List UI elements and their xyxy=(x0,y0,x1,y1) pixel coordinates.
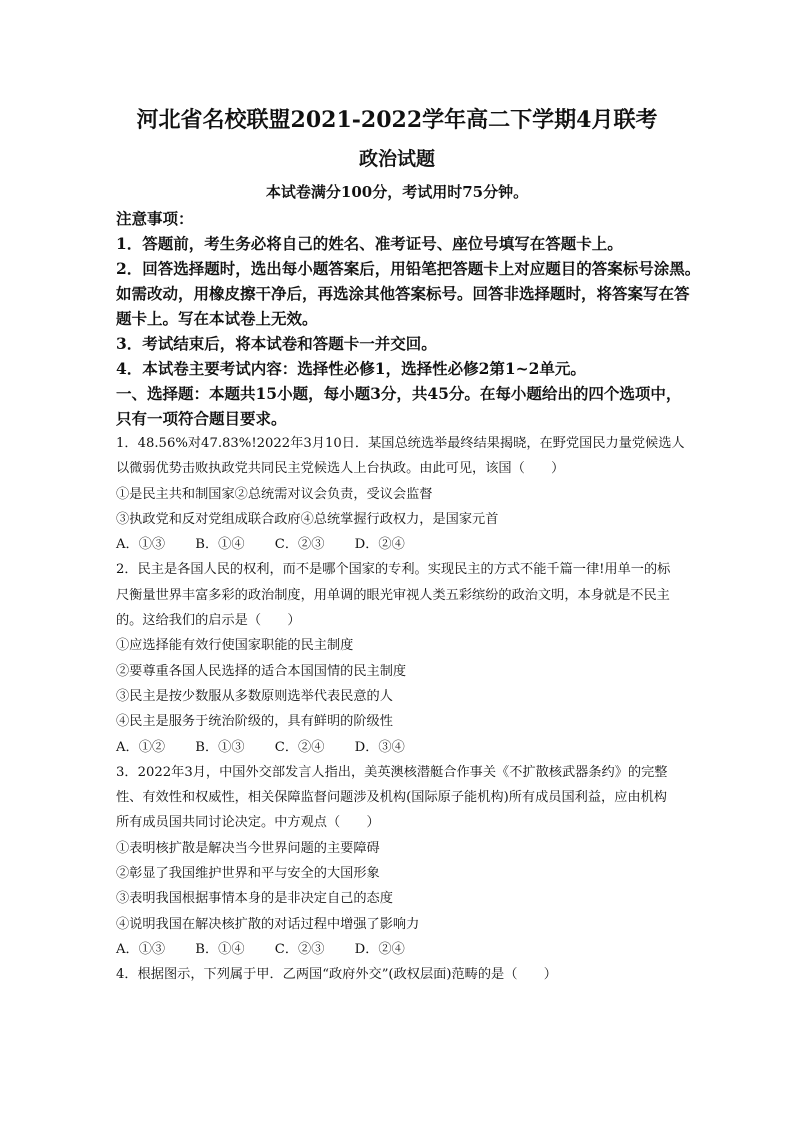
exam-title: 河北省名校联盟2021-2022学年高二下学期4月联考 xyxy=(136,107,658,133)
notes-block xyxy=(116,206,701,381)
question-1 xyxy=(116,431,685,557)
question-item: ④民主是服务于统治阶级的，具有鲜明的阶级性 xyxy=(116,714,393,730)
section-line: 一、选择题：本题共15小题，每小题3分，共45分。在每小题给出的四个选项中， xyxy=(116,384,682,403)
question-stem: 所有成员国共同讨论决定。中方观点（ ） xyxy=(116,815,380,831)
note-line: 题卡上。写在本试卷上无效。 xyxy=(116,309,318,328)
question-item: ③民主是按少数服从多数原则选举代表民意的人 xyxy=(116,688,393,704)
option-a: A．①③ xyxy=(116,537,166,553)
note-line: 如需改动，用橡皮擦干净后，再选涂其他答案标号。回答非选择题时，将答案写在答 xyxy=(116,284,690,303)
section-heading xyxy=(116,381,682,431)
option-d: D．②④ xyxy=(354,537,405,553)
question-item: ③执政党和反对党组成联合政府④总统掌握行政权力，是国家元首 xyxy=(116,511,499,527)
option-c: C．②③ xyxy=(274,941,325,957)
option-c: C．②④ xyxy=(274,739,325,755)
question-item: ③表明我国根据事情本身的是非决定自己的态度 xyxy=(116,891,393,907)
question-3 xyxy=(116,760,678,962)
option-d: D．③④ xyxy=(354,739,405,755)
note-line: 2．回答选择题时，选出每小题答案后，用铅笔把答题卡上对应题目的答案标号涂黑。 xyxy=(116,259,701,278)
note-line: 4．本试卷主要考试内容：选择性必修1，选择性必修2第1~2单元。 xyxy=(116,359,586,378)
exam-content xyxy=(116,206,701,988)
question-stem: 1．48.56%对47.83%!2022年3月10日．某国总统选举最终结果揭晓，在野党国民力量党候选人 xyxy=(116,436,685,451)
question-stem: 尺衡量世界丰富多彩的政治制度，用单调的眼光审视人类五彩缤纷的政治文明，本身就是不民主 xyxy=(116,587,670,603)
question-item: ②彰显了我国维护世界和平与安全的大国形象 xyxy=(116,866,380,882)
question-item: ①是民主共和制国家②总统需对议会负责，受议会监督 xyxy=(116,486,433,502)
question-stem: 性、有效性和权威性，相关保障监督问题涉及机构(国际原子能机构)所有成员国利益，应由机构 xyxy=(116,790,667,806)
question-options xyxy=(116,937,678,962)
option-d: D．②④ xyxy=(354,941,405,957)
question-item: ①表明核扩散是解决当今世界问题的主要障碍 xyxy=(116,840,380,856)
question-item: ④说明我国在解决核扩散的对话过程中增强了影响力 xyxy=(116,916,420,932)
exam-meta: 本试卷满分100分，考试用时75分钟。 xyxy=(265,183,529,201)
question-item: ①应选择能有效行使国家职能的民主制度 xyxy=(116,638,354,654)
option-b: B．①④ xyxy=(195,941,245,957)
question-stem: 以微弱优势击败执政党共同民主党候选人上台执政。由此可见，该国（ ） xyxy=(116,461,565,477)
note-line: 1．答题前，考生务必将自己的姓名、准考证号、座位号填写在答题卡上。 xyxy=(116,234,623,253)
question-stem: 的。这给我们的启示是（ ） xyxy=(116,613,301,629)
question-item: ②要尊重各国人民选择的适合本国国情的民主制度 xyxy=(116,663,407,679)
question-options xyxy=(116,735,678,760)
question-stem: 4．根据图示，下列属于甲．乙两国“政府外交”(政权层面)范畴的是（ ） xyxy=(116,967,557,983)
exam-subtitle: 政治试题 xyxy=(358,148,435,170)
option-c: C．②③ xyxy=(274,537,325,553)
question-stem: 2．民主是各国人民的权利，而不是哪个国家的专利。实现民主的方式不能千篇一律!用单一的标 xyxy=(116,562,671,578)
question-stem: 3．2022年3月，中国外交部发言人指出，美英澳核潜艇合作事关《不扩散核武器条约》的完整 xyxy=(116,764,668,780)
question-2 xyxy=(116,557,678,759)
option-b: B．①③ xyxy=(195,739,245,755)
option-b: B．①④ xyxy=(195,537,245,553)
section-line: 只有一项符合题目要求。 xyxy=(116,409,287,428)
notes-heading: 注意事项： xyxy=(116,209,194,228)
option-a: A．①② xyxy=(116,739,166,755)
option-a: A．①③ xyxy=(116,941,166,957)
question-options xyxy=(116,532,678,557)
question-4 xyxy=(116,962,678,987)
note-line: 3．考试结束后，将本试卷和答题卡一并交回。 xyxy=(116,334,437,353)
